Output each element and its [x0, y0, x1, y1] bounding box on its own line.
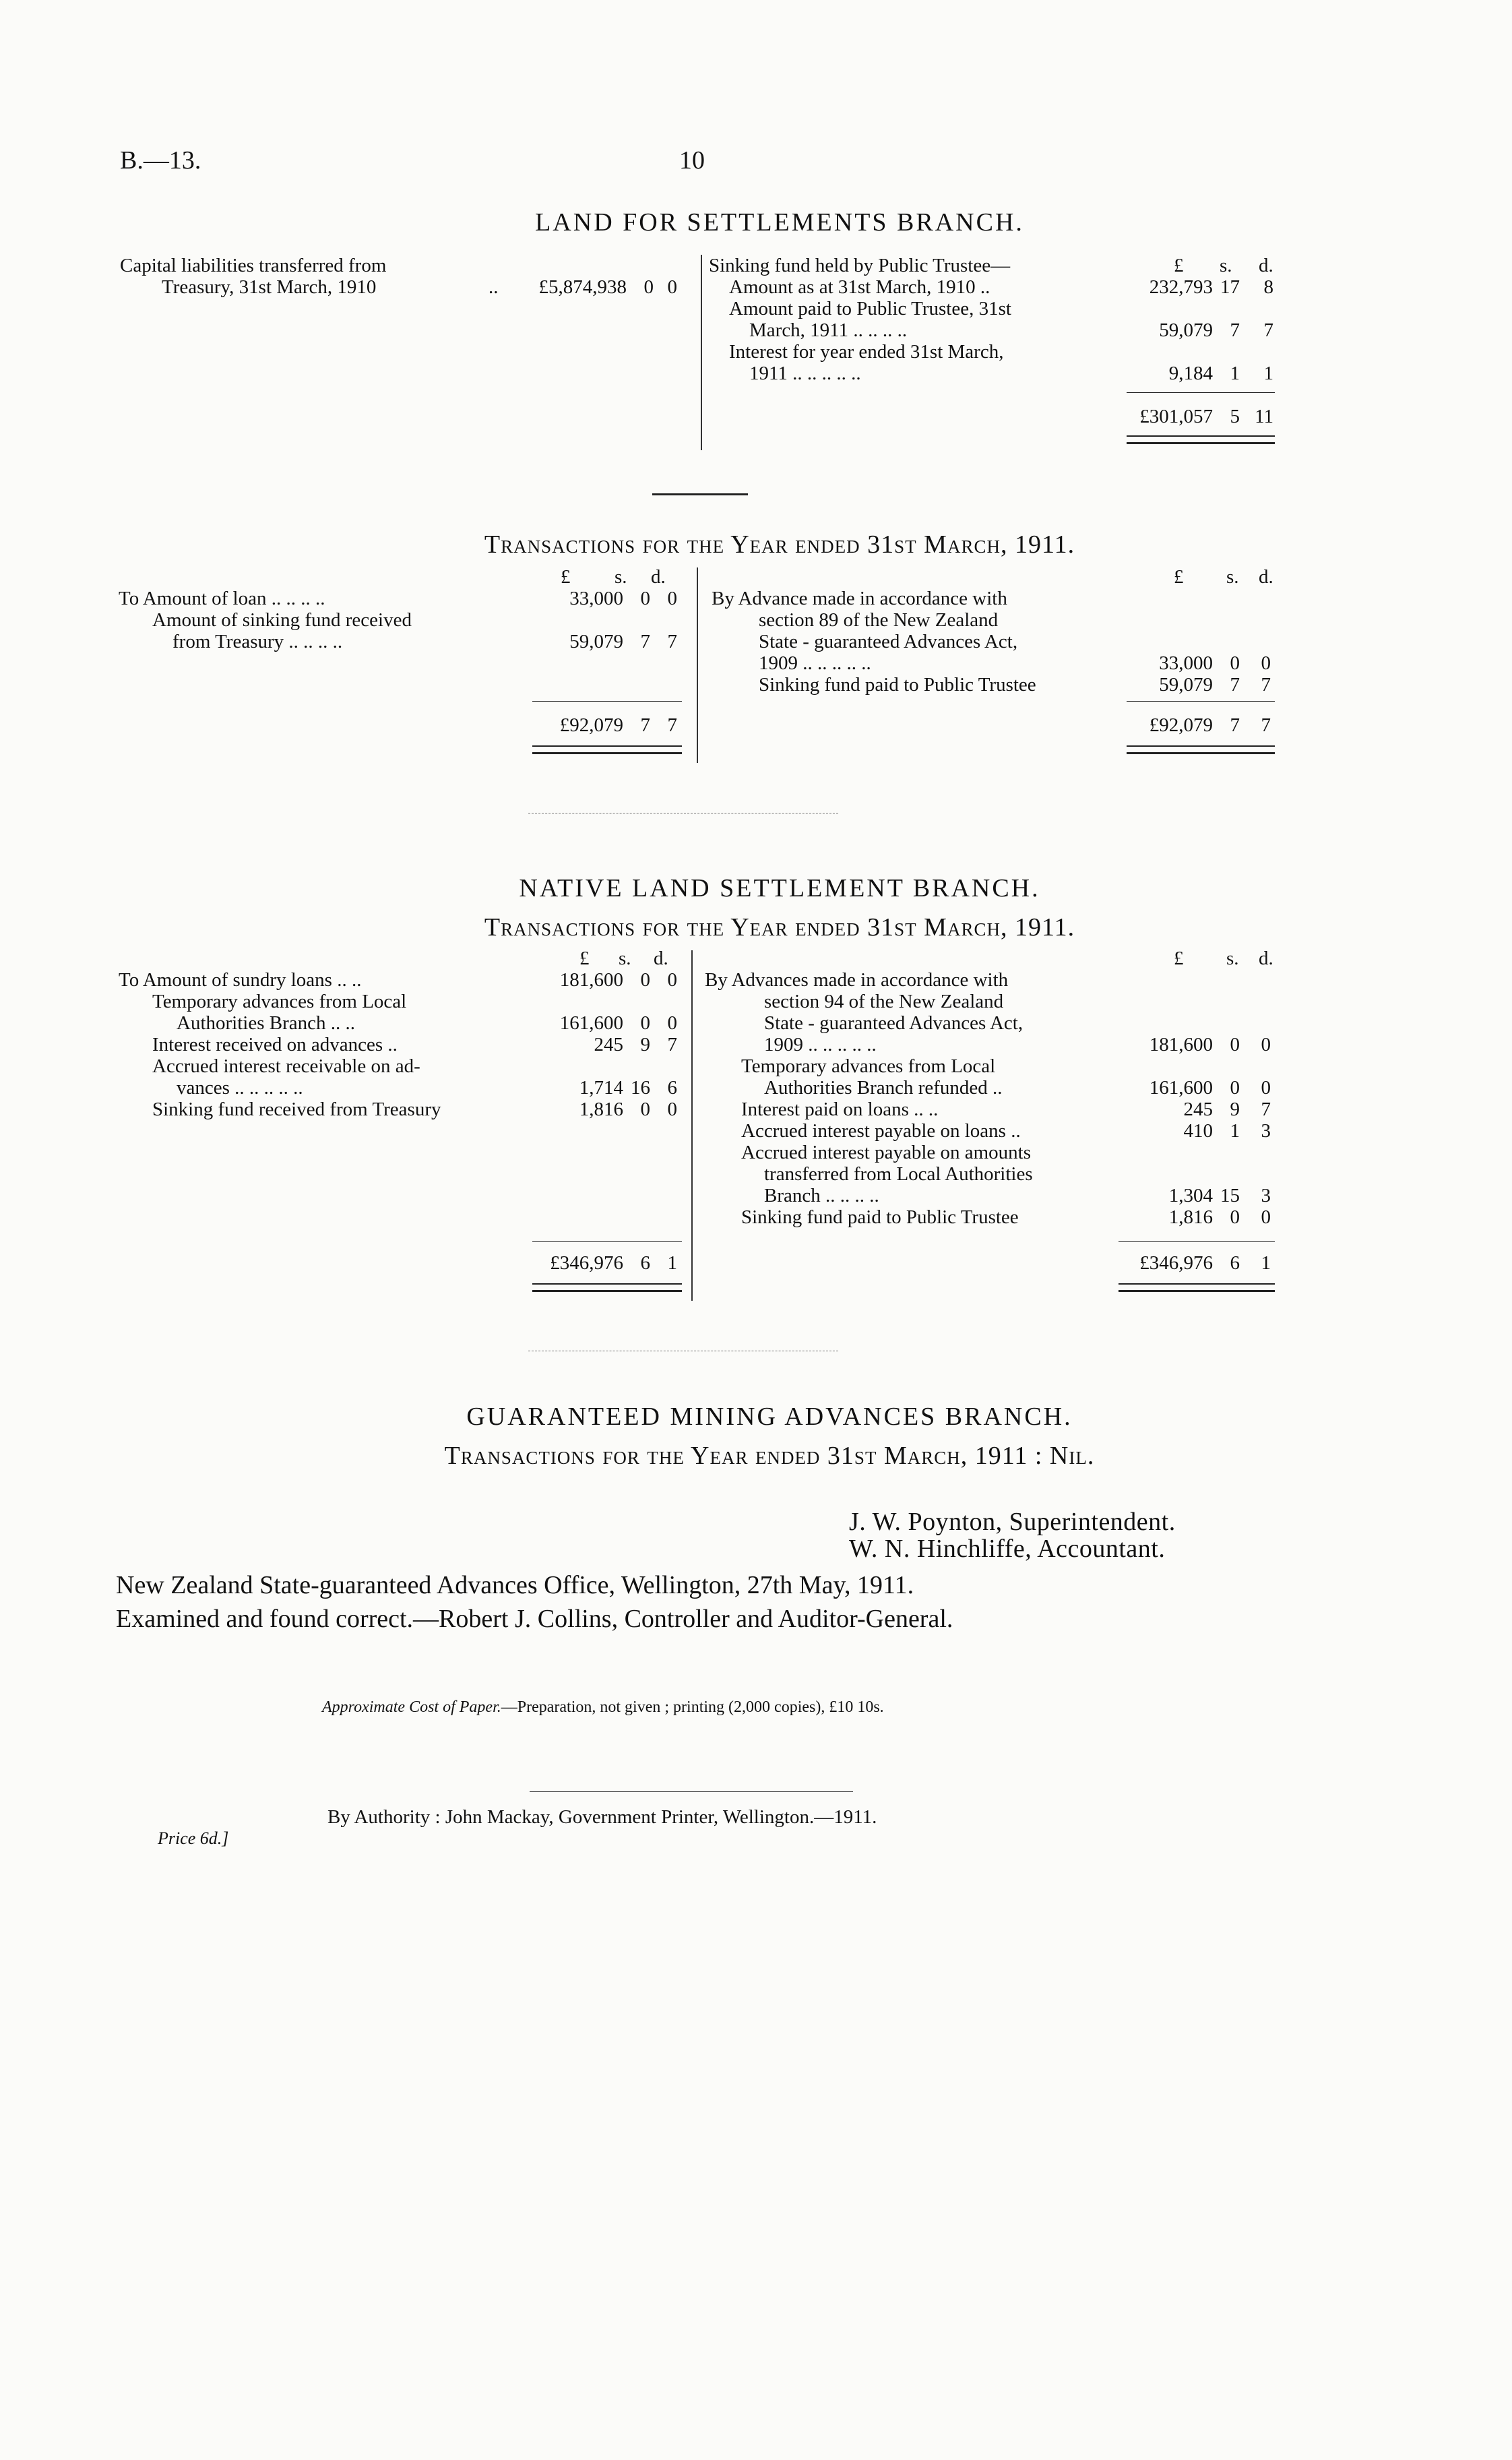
native-left-col-s: s.	[619, 948, 631, 969]
land-tx-right-row2-s: 7	[1230, 674, 1240, 696]
native-title: NATIVE LAND SETTLEMENT BRANCH.	[519, 874, 1040, 902]
land-right-row3-amount: 9,184	[1168, 363, 1213, 384]
land-left-line2: Treasury, 31st March, 1910	[162, 276, 377, 298]
land-right-total-d: 11	[1255, 406, 1273, 427]
native-right-row2-text2: Authorities Branch refunded ..	[764, 1077, 1003, 1099]
land-tx-right-col-s: s.	[1226, 566, 1239, 588]
native-right-row3-text: Interest paid on loans .. ..	[741, 1099, 939, 1120]
native-left-total-d: 1	[667, 1252, 677, 1274]
land-tx-left-row2-text2: from Treasury .. .. .. ..	[172, 631, 343, 652]
land-right-double-rule-1	[1127, 435, 1275, 437]
land-col-s: s.	[1220, 255, 1232, 276]
native-right-row5-s: 15	[1220, 1185, 1240, 1206]
cost-label: Approximate Cost of Paper.	[322, 1698, 501, 1716]
land-tx-left-sum-rule	[532, 701, 682, 702]
land-tx-left-col-pound: £	[561, 566, 571, 588]
native-right-row3-d: 7	[1261, 1099, 1271, 1120]
mining-tx-title: Transactions for the Year ended 31st March, 1911 : Nil.	[444, 1442, 1095, 1470]
land-right-total: £301,057	[1139, 406, 1213, 427]
land-tx-right-row2-amount: 59,079	[1159, 674, 1213, 696]
examined-line: Examined and found correct.—Robert J. Collins, Controller and Auditor-General.	[116, 1605, 953, 1633]
native-right-row1-text2: section 94 of the New Zealand	[764, 991, 1004, 1012]
native-left-row3-s: 9	[640, 1034, 650, 1055]
signature-accountant: W. N. Hinchliffe, Accountant.	[849, 1535, 1166, 1563]
land-tx-left-row1-text: To Amount of loan .. .. .. ..	[119, 588, 325, 609]
native-right-double-1	[1119, 1283, 1275, 1285]
native-left-row4-s: 16	[631, 1077, 650, 1099]
land-divider	[701, 255, 702, 450]
native-left-row2-s: 0	[640, 1012, 650, 1034]
native-right-row1-text4: 1909 .. .. .. .. ..	[764, 1034, 877, 1055]
native-left-total-s: 6	[640, 1252, 650, 1274]
land-tx-left-row2-s: 7	[640, 631, 650, 652]
native-right-row6-text: Sinking fund paid to Public Trustee	[741, 1206, 1019, 1228]
native-tx-title: Transactions for the Year ended 31st March, 1911.	[484, 913, 1075, 942]
native-right-row6-d: 0	[1261, 1206, 1271, 1228]
native-right-row6-s: 0	[1230, 1206, 1240, 1228]
land-tx-right-double-2	[1127, 752, 1275, 754]
native-left-row3-amount: 245	[594, 1034, 623, 1055]
native-right-row4-d: 3	[1261, 1120, 1271, 1142]
native-right-row2-text1: Temporary advances from Local	[741, 1055, 996, 1077]
land-tx-left-total: £92,079	[559, 714, 623, 736]
land-title: LAND FOR SETTLEMENTS BRANCH.	[535, 208, 1024, 237]
land-tx-title: Transactions for the Year ended 31st March, 1911.	[484, 530, 1075, 559]
land-tx-left-double-2	[532, 752, 682, 754]
land-tx-right-total: £92,079	[1149, 714, 1213, 736]
native-right-double-2	[1119, 1290, 1275, 1292]
native-right-row1-amount: 181,600	[1149, 1034, 1213, 1055]
land-tx-left-total-s: 7	[640, 714, 650, 736]
land-col-d: d.	[1259, 255, 1273, 276]
native-left-double-1	[532, 1283, 682, 1285]
land-tx-right-row2-text: Sinking fund paid to Public Trustee	[759, 674, 1036, 696]
land-left-amount: £5,874,938	[538, 276, 627, 298]
land-tx-right-total-s: 7	[1230, 714, 1240, 736]
land-left-line1: Capital liabilities transferred from	[120, 255, 387, 276]
native-right-row4-text: Accrued interest payable on loans ..	[741, 1120, 1021, 1142]
section-separator	[652, 493, 748, 495]
land-left-d: 0	[667, 276, 677, 298]
native-right-row5-amount: 1,304	[1168, 1185, 1213, 1206]
land-right-row3-text1: Interest for year ended 31st March,	[729, 341, 1004, 363]
native-right-row2-amount: 161,600	[1149, 1077, 1213, 1099]
land-right-heading: Sinking fund held by Public Trustee—	[709, 255, 1011, 276]
land-tx-left-row1-amount: 33,000	[569, 588, 623, 609]
native-left-row1-d: 0	[667, 969, 677, 991]
land-right-row2-text2: March, 1911 .. .. .. ..	[749, 319, 908, 341]
native-left-row5-d: 0	[667, 1099, 677, 1120]
land-right-row2-text1: Amount paid to Public Trustee, 31st	[729, 298, 1011, 319]
land-tx-right-col-d: d.	[1259, 566, 1273, 588]
land-tx-right-double-1	[1127, 745, 1275, 747]
native-left-row1-text: To Amount of sundry loans .. ..	[119, 969, 362, 991]
land-tx-left-row1-d: 0	[667, 588, 677, 609]
native-left-row4-amount: 1,714	[579, 1077, 623, 1099]
land-tx-right-col-pound: £	[1174, 566, 1184, 588]
native-left-double-2	[532, 1290, 682, 1292]
land-tx-right-row1-text1: By Advance made in accordance with	[712, 588, 1007, 609]
land-tx-right-row1-d: 0	[1261, 652, 1271, 674]
land-right-total-s: 5	[1230, 406, 1240, 427]
land-tx-left-total-d: 7	[667, 714, 677, 736]
land-tx-right-row1-text2: section 89 of the New Zealand	[759, 609, 999, 631]
land-right-row1-s: 17	[1220, 276, 1240, 298]
land-right-row2-s: 7	[1230, 319, 1240, 341]
native-left-row5-s: 0	[640, 1099, 650, 1120]
native-right-total-s: 6	[1230, 1252, 1240, 1274]
signature-superintendent: J. W. Poynton, Superintendent.	[849, 1508, 1176, 1536]
report-id: B.—13.	[120, 146, 201, 175]
native-left-row4-text2: vances .. .. .. .. ..	[177, 1077, 303, 1099]
land-right-row3-d: 1	[1263, 363, 1273, 384]
native-right-row5-text2: transferred from Local Authorities	[764, 1163, 1033, 1185]
land-left-dots: ..	[489, 276, 499, 298]
native-left-row2-text1: Temporary advances from Local	[152, 991, 407, 1012]
cost-text: —Preparation, not given ; printing (2,000 copies), £10 10s.	[501, 1698, 884, 1716]
land-tx-right-row1-amount: 33,000	[1159, 652, 1213, 674]
native-right-col-s: s.	[1226, 948, 1239, 969]
native-right-row1-s: 0	[1230, 1034, 1240, 1055]
native-right-row5-d: 3	[1261, 1185, 1271, 1206]
native-left-row1-s: 0	[640, 969, 650, 991]
native-right-row1-text1: By Advances made in accordance with	[705, 969, 1009, 991]
office-line: New Zealand State-guaranteed Advances Office, Wellington, 27th May, 1911.	[116, 1571, 914, 1599]
price: Price 6d.]	[158, 1828, 229, 1848]
land-tx-divider	[697, 567, 698, 763]
native-left-row2-amount: 161,600	[559, 1012, 623, 1034]
native-right-row5-text1: Accrued interest payable on amounts	[741, 1142, 1032, 1163]
native-right-col-pound: £	[1174, 948, 1184, 969]
native-right-row3-amount: 245	[1183, 1099, 1213, 1120]
native-left-sum-rule	[532, 1241, 682, 1242]
land-tx-left-row2-d: 7	[667, 631, 677, 652]
land-tx-right-row1-text4: 1909 .. .. .. .. ..	[759, 652, 871, 674]
land-tx-right-row2-d: 7	[1261, 674, 1271, 696]
native-right-row4-s: 1	[1230, 1120, 1240, 1142]
land-tx-right-sum-rule	[1127, 701, 1275, 702]
page-number: 10	[679, 146, 705, 175]
land-right-row3-text2: 1911 .. .. .. .. ..	[749, 363, 861, 384]
land-tx-left-row1-s: 0	[640, 588, 650, 609]
native-left-col-pound: £	[579, 948, 590, 969]
native-right-row5-text3: Branch .. .. .. ..	[764, 1185, 879, 1206]
land-tx-right-row1-text3: State - guaranteed Advances Act,	[759, 631, 1018, 652]
native-right-row4-amount: 410	[1183, 1120, 1213, 1142]
land-tx-left-double-1	[532, 745, 682, 747]
land-right-row1-d: 8	[1263, 276, 1273, 298]
land-tx-left-row2-amount: 59,079	[569, 631, 623, 652]
native-right-row2-d: 0	[1261, 1077, 1271, 1099]
native-left-row4-text1: Accrued interest receivable on ad-	[152, 1055, 420, 1077]
native-left-row2-d: 0	[667, 1012, 677, 1034]
native-right-row3-s: 9	[1230, 1099, 1240, 1120]
cost-of-paper	[322, 1698, 884, 1717]
land-right-double-rule-2	[1127, 442, 1275, 444]
land-right-row2-amount: 59,079	[1159, 319, 1213, 341]
native-right-col-d: d.	[1259, 948, 1273, 969]
native-right-sum-rule	[1119, 1241, 1275, 1242]
native-left-row5-amount: 1,816	[579, 1099, 623, 1120]
native-right-row2-s: 0	[1230, 1077, 1240, 1099]
native-right-total: £346,976	[1139, 1252, 1213, 1274]
land-right-row1-text: Amount as at 31st March, 1910 ..	[729, 276, 990, 298]
native-right-row1-text3: State - guaranteed Advances Act,	[764, 1012, 1023, 1034]
land-right-row2-d: 7	[1263, 319, 1273, 341]
land-col-pound: £	[1174, 255, 1184, 276]
land-tx-right-total-d: 7	[1261, 714, 1271, 736]
land-left-s: 0	[643, 276, 654, 298]
land-right-row1-amount: 232,793	[1149, 276, 1213, 298]
native-left-row3-text: Interest received on advances ..	[152, 1034, 398, 1055]
native-left-row5-text: Sinking fund received from Treasury	[152, 1099, 441, 1120]
native-left-row3-d: 7	[667, 1034, 677, 1055]
land-tx-left-col-d: d.	[651, 566, 666, 588]
native-right-row1-d: 0	[1261, 1034, 1271, 1055]
native-left-col-d: d.	[654, 948, 668, 969]
land-tx-left-row2-text1: Amount of sinking fund received	[152, 609, 412, 631]
land-right-row3-s: 1	[1230, 363, 1240, 384]
native-left-total: £346,976	[550, 1252, 623, 1274]
authority-line: By Authority : John Mackay, Government Printer, Wellington.—1911.	[327, 1806, 877, 1828]
native-left-row1-amount: 181,600	[559, 969, 623, 991]
land-right-sum-rule	[1127, 392, 1275, 393]
native-divider	[691, 950, 693, 1301]
mining-title: GUARANTEED MINING ADVANCES BRANCH.	[466, 1403, 1073, 1431]
land-tx-left-col-s: s.	[615, 566, 627, 588]
land-tx-right-row1-s: 0	[1230, 652, 1240, 674]
authority-rule	[530, 1791, 853, 1792]
native-right-row6-amount: 1,816	[1168, 1206, 1213, 1228]
native-left-row2-text2: Authorities Branch .. ..	[177, 1012, 355, 1034]
native-right-total-d: 1	[1261, 1252, 1271, 1274]
native-left-row4-d: 6	[667, 1077, 677, 1099]
